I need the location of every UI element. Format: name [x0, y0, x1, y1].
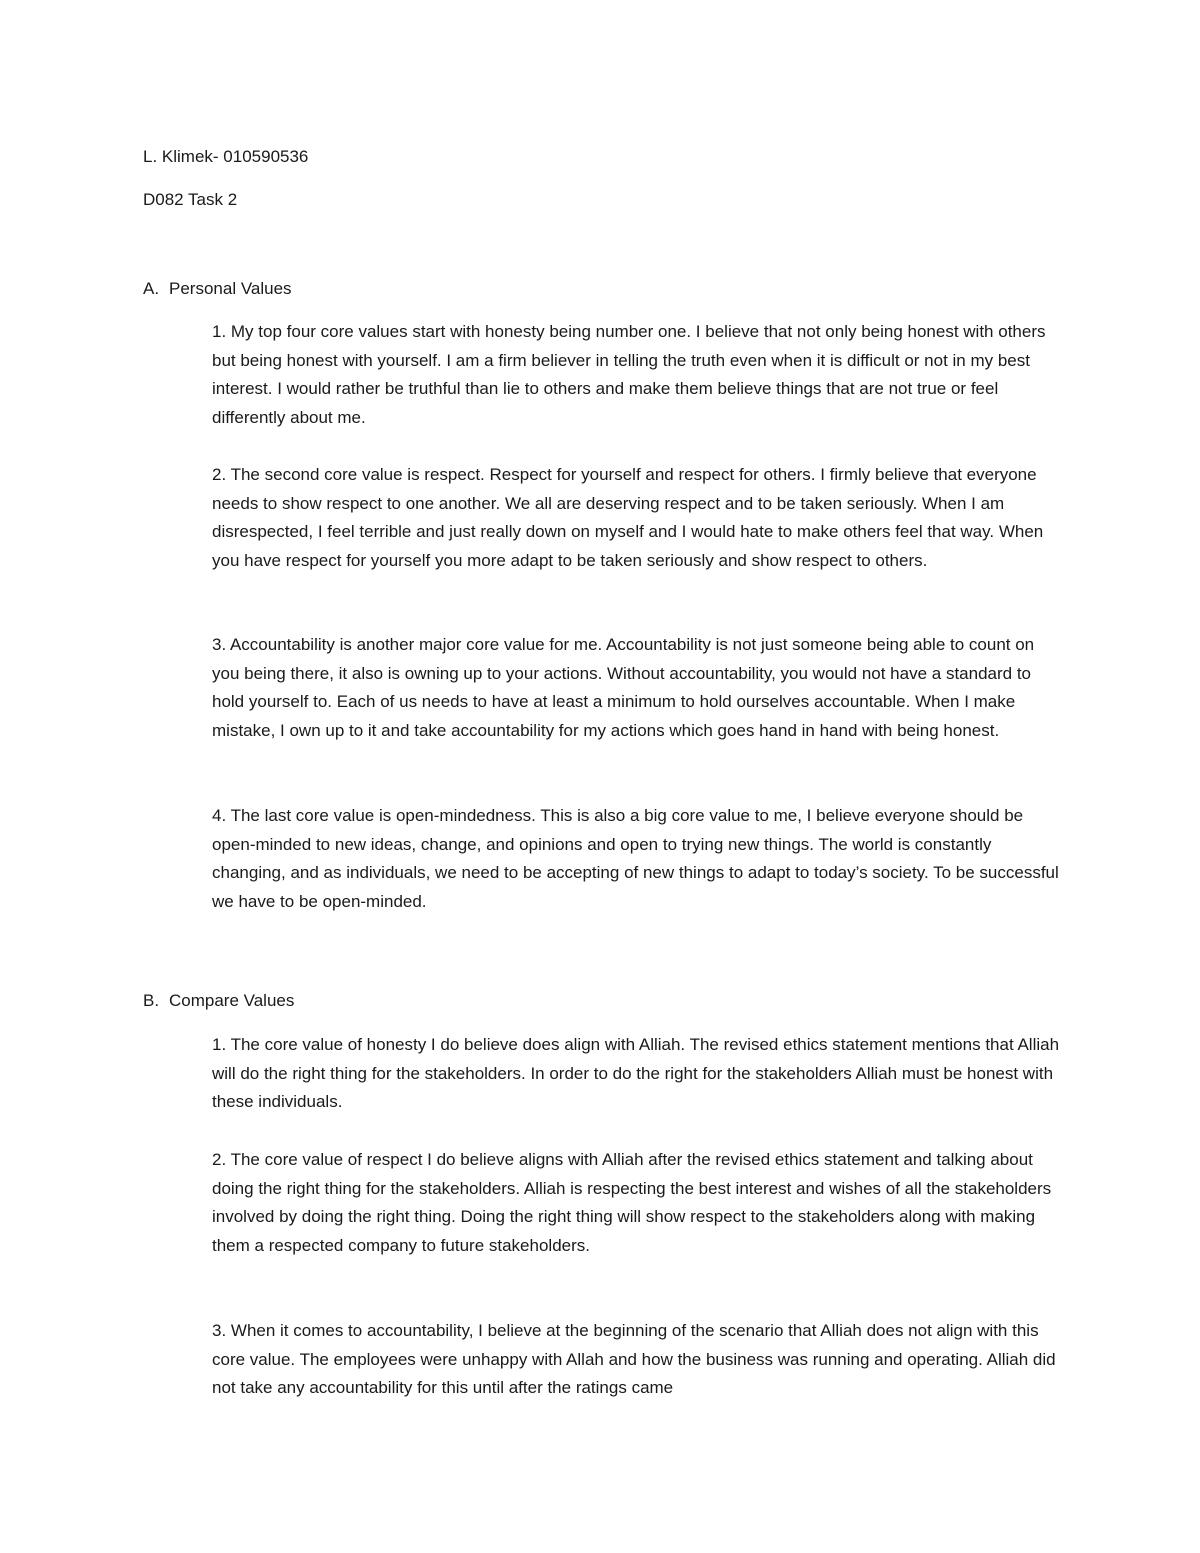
section-b-heading — [143, 989, 294, 1013]
section-a-paragraph-3: 3. Accountability is another major core value for me. Accountability is not just someone being able to count on you being there, it also is owning up to your actions. Without accountability, you would not have a standard to hold yourself to. Each of us needs to have at least a minimum to hold ourselves accountable. When I make mistake, I own up to it and take accountability for my actions which goes hand in hand with being honest. — [212, 635, 1035, 740]
section-b-title: Compare Values — [169, 991, 295, 1010]
section-a-paragraph-4: 4. The last core value is open-mindedness. This is also a big core value to me, I believe everyone should be open-minded to new ideas, change, and opinions and open to trying new things. The world is constantly changing, and as individuals, we need to be accepting of new things to adapt to today’s society. To be successful we have to be open-minded. — [212, 806, 1059, 911]
task-line: D082 Task 2 — [143, 190, 238, 209]
section-a-letter: A. — [143, 279, 160, 298]
section-b-paragraph-1: 1. The core value of honesty I do believe does align with Alliah. The revised ethics statement mentions that Alliah will do the right thing for the stakeholders. In order to do the right for the stakeholders Alliah must be honest with these individuals. — [212, 1035, 1060, 1111]
section-a-title: Personal Values — [169, 279, 292, 298]
section-b-paragraph-3: 3. When it comes to accountability, I believe at the beginning of the scenario that Alliah does not align with this core value. The employees were unhappy with Allah and how the business was running and operating. Alliah did not take any accountability for this until after the ratings came — [212, 1321, 1056, 1397]
section-b-paragraph-2: 2. The core value of respect I do believe aligns with Alliah after the revised ethics statement and talking about doing the right thing for the stakeholders. Alliah is respecting the best interest and wishes of all the stakeholders involved by doing the right thing. Doing the right thing will show respect to the stakeholders along with making them a respected company to future stakeholders. — [212, 1150, 1052, 1255]
section-a-paragraph-2: 2. The second core value is respect. Respect for yourself and respect for others. I firmly believe that everyone needs to show respect to one another. We all are deserving respect and to be taken seriously. When I am disrespected, I feel terrible and just really down on myself and I would hate to make others feel that way. When you have respect for yourself you more adapt to be taken seriously and show respect to others. — [212, 465, 1044, 570]
section-a-paragraph-1: 1. My top four core values start with honesty being number one. I believe that not only being honest with others but being honest with yourself. I am a firm believer in telling the truth even when it is difficult or not in my best interest. I would rather be truthful than lie to others and make them believe things that are not true or feel differently about me. — [212, 322, 1046, 427]
section-a-heading — [143, 277, 292, 301]
author-line: L. Klimek- 010590536 — [143, 147, 309, 166]
section-b-letter: B. — [143, 991, 160, 1010]
